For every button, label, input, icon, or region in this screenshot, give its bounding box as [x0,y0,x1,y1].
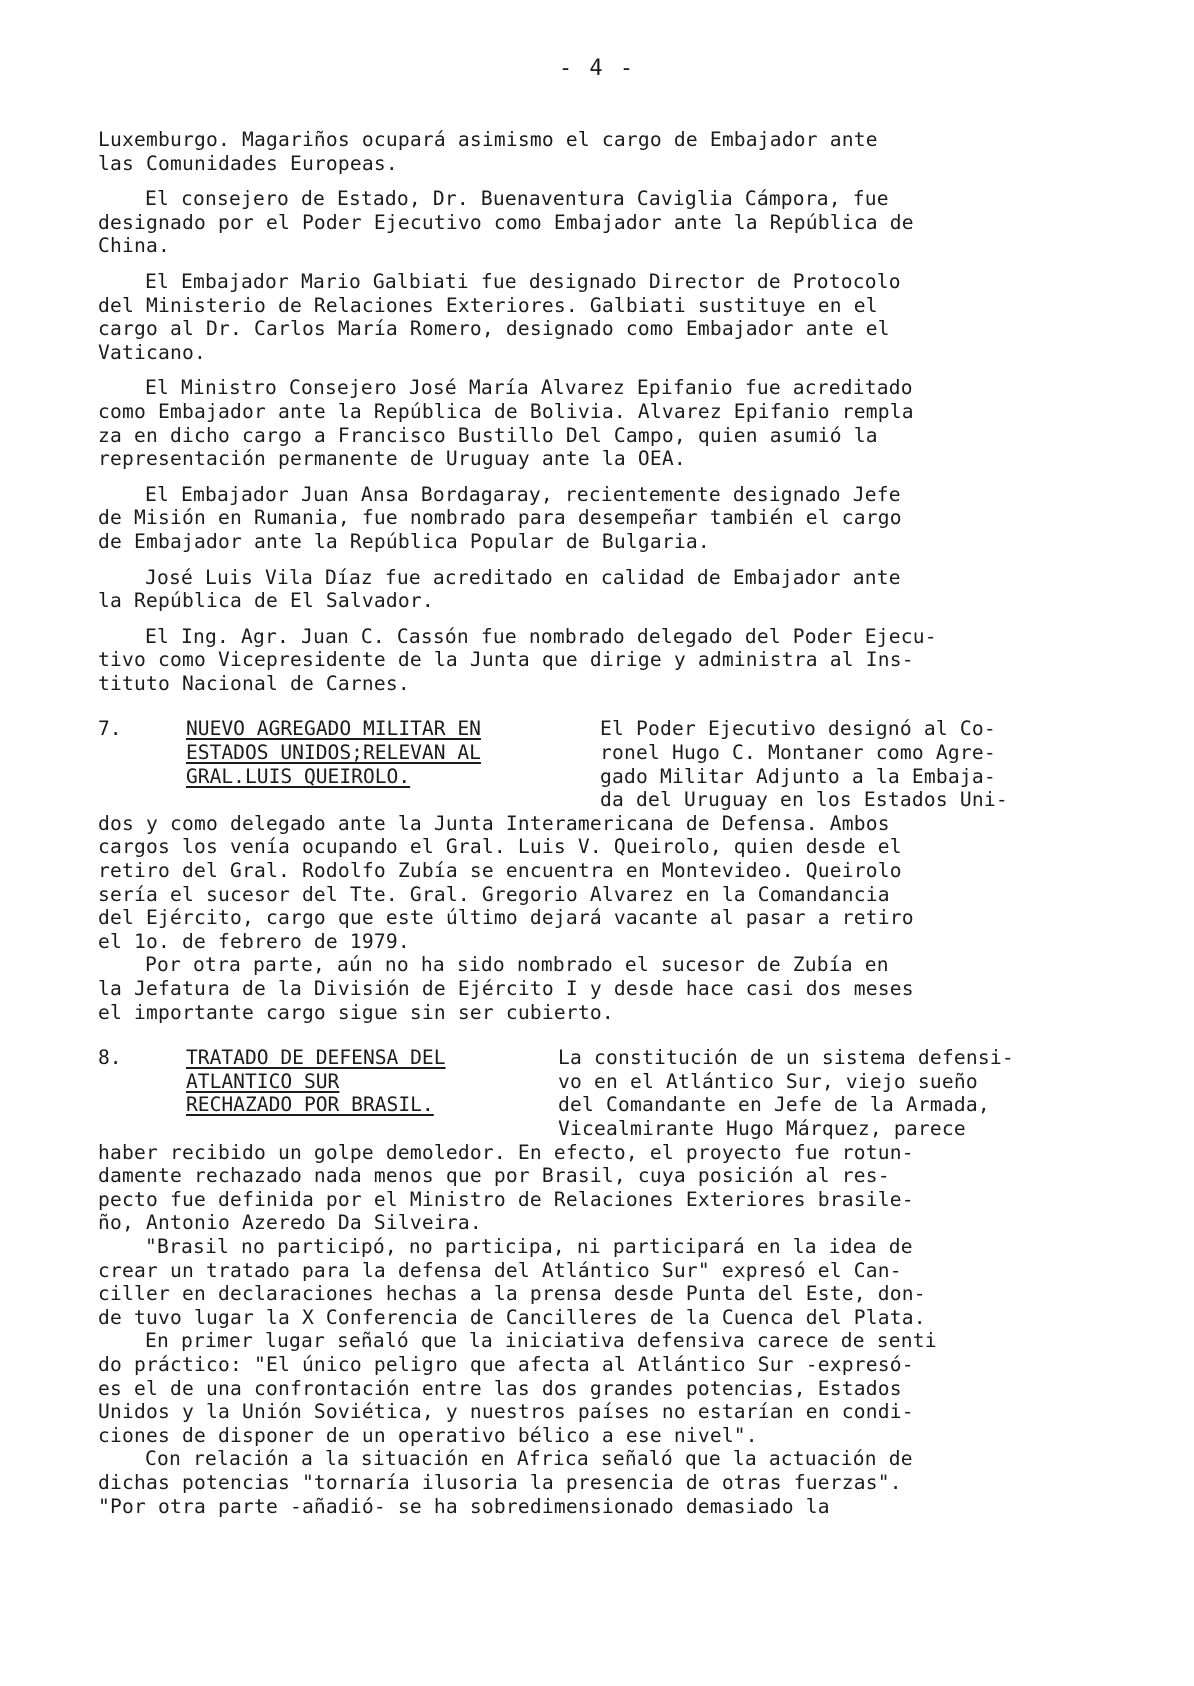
text-line: Unidos y la Unión Soviética, y nuestros países no estarían en condi- [98,1400,914,1424]
section-title-line: ESTADOS UNIDOS;RELEVAN AL [186,741,481,765]
paragraph [98,953,1108,1024]
text-line: del Ejército, cargo que este último dejará vacante al pasar a retiro [98,906,914,930]
paragraph [98,1141,1108,1235]
text-line: del Ministerio de Relaciones Exteriores. Galbiati sustituye en el [98,293,878,317]
paragraph [98,812,1108,954]
text-line: el importante cargo sigue sin ser cubierto. [98,1000,614,1024]
text-line: como Embajador ante la República de Bolivia. Alvarez Epifanio rempla [98,399,914,423]
section-number: 8. [98,1046,122,1070]
text-line: pecto fue definida por el Ministro de Relaciones Exteriores brasile- [98,1187,914,1211]
text-line: gado Militar Adjunto a la Embaja- [600,764,996,788]
text-line: Luxemburgo. Magariños ocupará asimismo el cargo de Embajador ante [98,128,878,151]
text-line: las Comunidades Europeas. [98,151,398,175]
text-line: vo en el Atlántico Sur, viejo sueño [558,1069,978,1093]
text-line: de tuvo lugar la X Conferencia de Cancilleres de la Cuenca del Plata. [98,1305,926,1329]
section-7-header [98,717,1108,811]
text-line: ciller en declaraciones hechas a la prensa desde Punta del Este, don- [98,1282,926,1306]
text-line: crear un tratado para la defensa del Atlántico Sur" expresó el Can- [98,1258,902,1282]
text-line: damente rechazado nada menos que por Brasil, cuya posición al res- [98,1164,890,1188]
document-body [98,128,1108,1518]
text-line: José Luis Vila Díaz fue acreditado en calidad de Embajador ante [145,565,901,589]
text-line: ño, Antonio Azeredo Da Silveira. [98,1211,482,1235]
text-line: la Jefatura de la División de Ejército I y desde hace casi dos meses [98,977,914,1001]
text-line: El Embajador Juan Ansa Bordagaray, recientemente designado Jefe [145,482,901,506]
text-line: dichas potencias "tornaría ilusoria la presencia de otras fuerzas". [98,1470,902,1494]
text-line: El Poder Ejecutivo designó al Co- [600,717,996,741]
text-line: es el de una confrontación entre las dos grandes potencias, Estados [98,1376,902,1400]
text-line: sería el sucesor del Tte. Gral. Gregorio Alvarez en la Comandancia [98,882,890,906]
text-line: Con relación a la situación en Africa señaló que la actuación de [145,1447,913,1471]
paragraph [98,483,1108,554]
text-line: El Ing. Agr. Juan C. Cassón fue nombrado delegado del Poder Ejecu- [145,624,937,648]
text-line: el 1o. de febrero de 1979. [98,929,410,953]
text-line: za en dicho cargo a Francisco Bustillo Del Campo, quien asumió la [98,423,878,447]
text-line: da del Uruguay en los Estados Uni- [600,788,1008,812]
paragraph [98,376,1108,470]
text-line: haber recibido un golpe demoledor. En efecto, el proyecto fue rotun- [98,1140,914,1164]
paragraph [98,1235,1108,1329]
section-intro [558,1046,1014,1140]
section-title [186,717,481,788]
paragraph [98,625,1108,696]
page-number: - 4 - [558,56,636,81]
section-8-header [98,1046,1108,1140]
text-line: del Comandante en Jefe de la Armada, [558,1093,990,1117]
section-title-line: RECHAZADO POR BRASIL. [186,1093,434,1117]
paragraph [98,1447,1108,1518]
text-line: Vaticano. [98,340,206,364]
text-line: El Ministro Consejero José María Alvarez Epifanio fue acreditado [145,376,913,400]
text-line: El Embajador Mario Galbiati fue designado Director de Protocolo [145,269,901,293]
text-line: El consejero de Estado, Dr. Buenaventura Caviglia Cámpora, fue [145,187,889,211]
text-line: de Misión en Rumania, fue nombrado para desempeñar también el cargo [98,506,902,530]
text-line: En primer lugar señaló que la iniciativa defensiva carece de senti [145,1329,937,1353]
paragraph [98,566,1108,613]
text-line: ciones de disponer de un operativo bélico a ese nivel". [98,1423,758,1447]
text-line: ronel Hugo C. Montaner como Agre- [600,741,996,765]
section-title-line: TRATADO DE DEFENSA DEL [186,1046,446,1070]
text-line: cargo al Dr. Carlos María Romero, designado como Embajador ante el [98,317,890,341]
section-number: 7. [98,717,122,741]
text-line: dos y como delegado ante la Junta Interamericana de Defensa. Ambos [98,811,890,835]
text-line: China. [98,234,170,258]
paragraph [98,128,1108,175]
text-line: Por otra parte, aún no ha sido nombrado el sucesor de Zubía en [145,953,889,977]
text-line: la República de El Salvador. [98,589,434,613]
section-title-line: GRAL.LUIS QUEIROLO. [186,764,411,788]
section-intro [600,717,1008,811]
paragraph [98,187,1108,258]
section-title [186,1046,446,1117]
text-line: Vicealmirante Hugo Márquez, parece [558,1116,966,1140]
text-line: do práctico: "El único peligro que afecta al Atlántico Sur -expresó- [98,1352,914,1376]
section-title-line: ATLANTICO SUR [186,1069,340,1093]
paragraph [98,270,1108,364]
paragraph [98,1329,1108,1447]
text-line: La constitución de un sistema defensi- [558,1046,1014,1070]
text-line: "Por otra parte -añadió- se ha sobredimensionado demasiado la [98,1494,830,1518]
text-line: cargos los venía ocupando el Gral. Luis V. Queirolo, quien desde el [98,835,902,859]
text-line: retiro del Gral. Rodolfo Zubía se encuentra en Montevideo. Queirolo [98,859,902,883]
text-line: de Embajador ante la República Popular de Bulgaria. [98,529,710,553]
text-line: tituto Nacional de Carnes. [98,671,410,695]
section-title-line: NUEVO AGREGADO MILITAR EN [186,717,481,741]
text-line: tivo como Vicepresidente de la Junta que dirige y administra al Ins- [98,648,914,672]
text-line: "Brasil no participó, no participa, ni participará en la idea de [145,1234,913,1258]
text-line: designado por el Poder Ejecutivo como Embajador ante la República de [98,210,914,234]
text-line: representación permanente de Uruguay ante la OEA. [98,447,686,471]
